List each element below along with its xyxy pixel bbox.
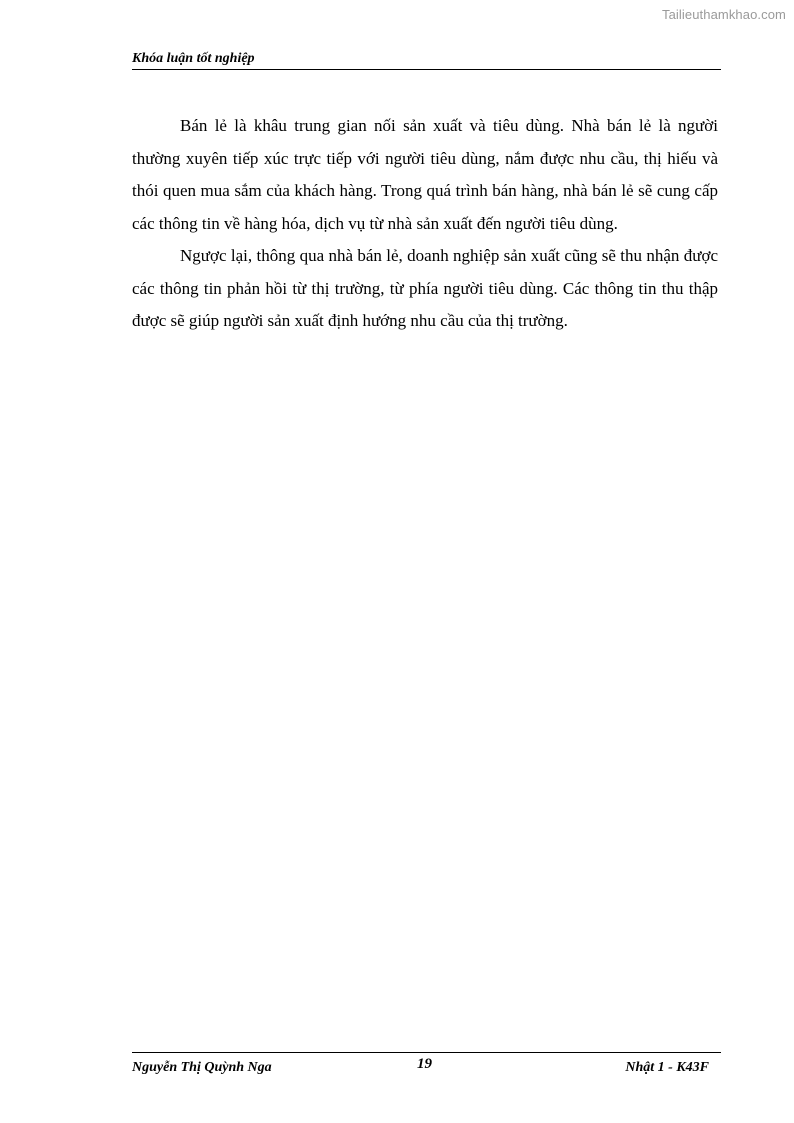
watermark-text: Tailieuthamkhao.com <box>661 7 786 22</box>
paragraph: Ngược lại, thông qua nhà bán lẻ, doanh nghiệp sản xuất cũng sẽ thu nhận được các thông tin phản hồi từ thị trường, từ phía người tiêu dùng. Các thông tin thu thập được sẽ giúp người sản xuất định hướng nhu cầu của thị trường. <box>132 246 718 330</box>
footer-author: Nguyễn Thị Quỳnh Nga <box>132 1060 272 1075</box>
page-number: 19 <box>417 1056 432 1072</box>
footer-class-code: Nhật 1 - K43F <box>625 1060 709 1075</box>
paragraph: Bán lẻ là khâu trung gian nối sản xuất và tiêu dùng. Nhà bán lẻ là người thường xuyên tiếp xúc trực tiếp với người tiêu dùng, nắm được nhu cầu, thị hiếu và thói quen mua sắm của khách hàng. Trong quá trình bán hàng, nhà bán lẻ sẽ cung cấp các thông tin về hàng hóa, dịch vụ từ nhà sản xuất đến người tiêu dùng. <box>132 116 718 233</box>
page-header <box>132 49 721 70</box>
page-footer <box>132 1052 721 1081</box>
body-text <box>132 110 718 338</box>
header-title: Khóa luận tốt nghiệp <box>132 51 255 66</box>
